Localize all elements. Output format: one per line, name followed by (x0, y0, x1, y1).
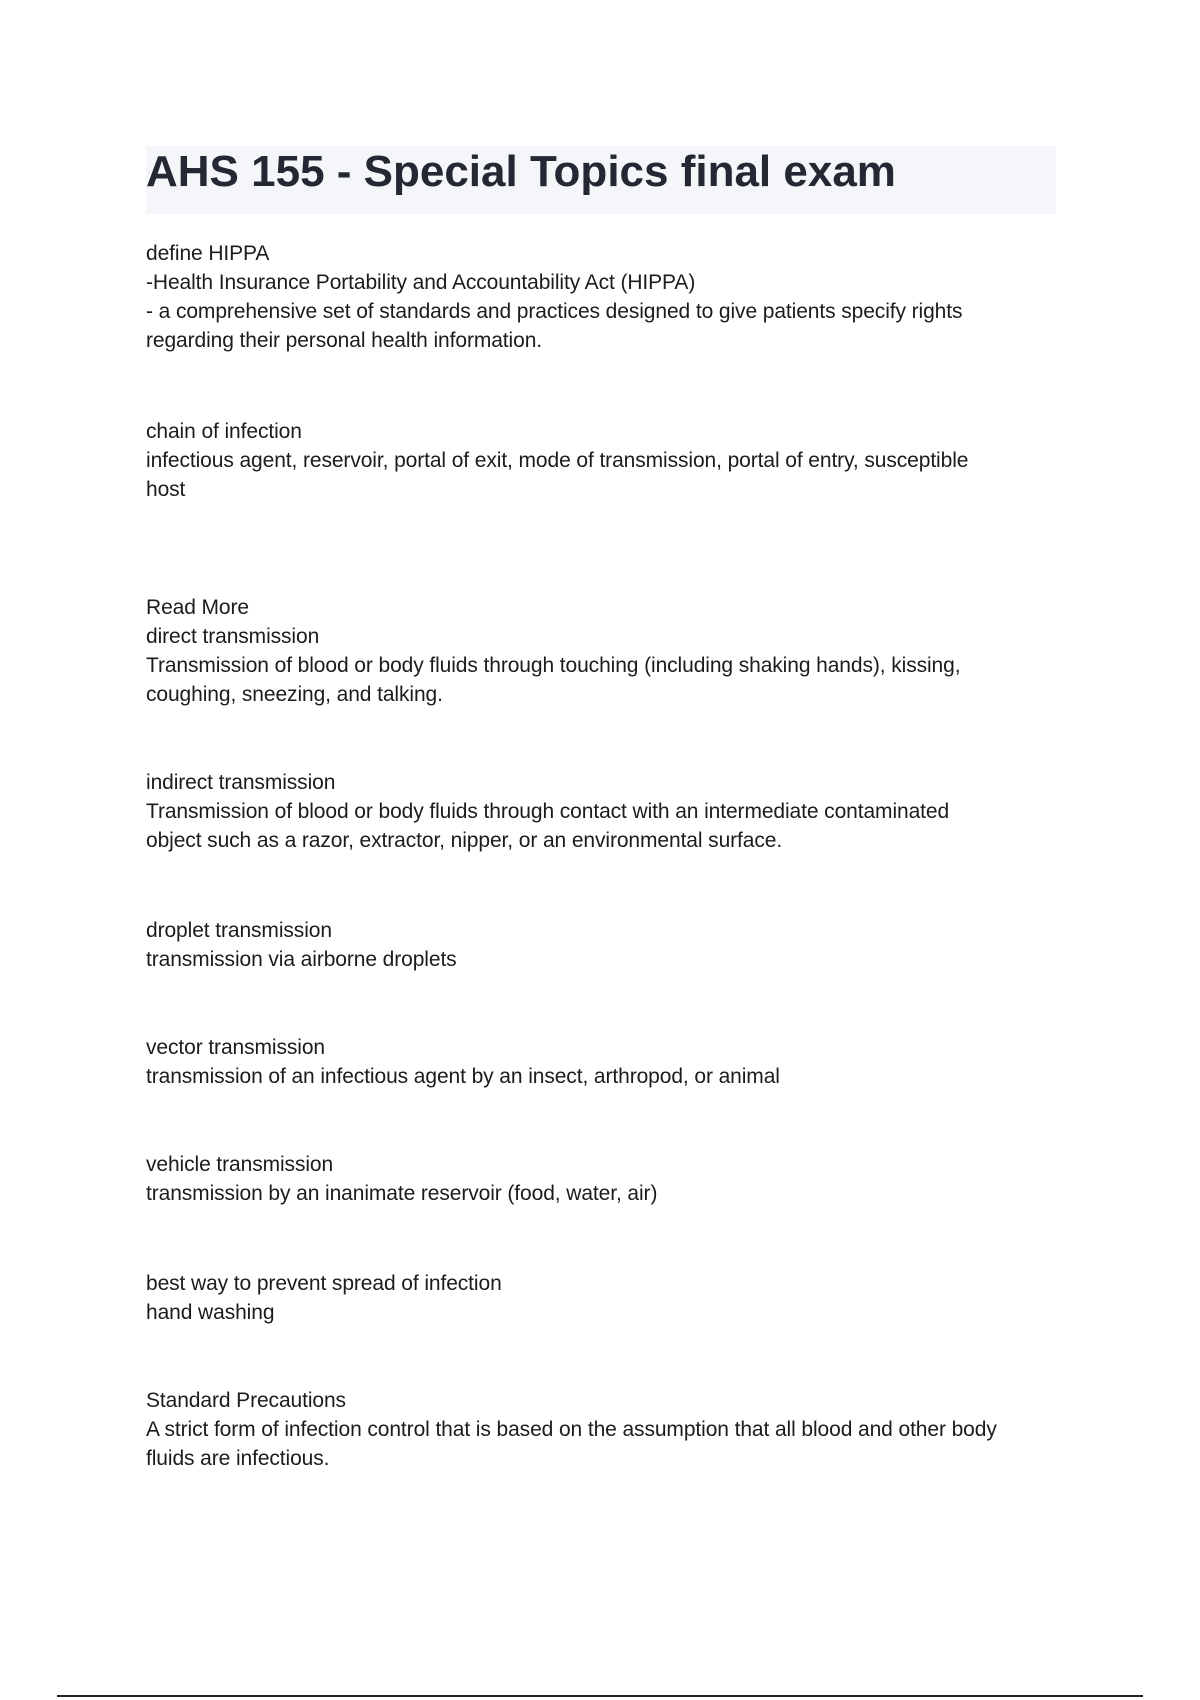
entry-definition-line: host (146, 478, 186, 501)
entry-chain-of-infection (146, 417, 1066, 504)
entry-definition-line: A strict form of infection control that is based on the assumption that all blood and other body (146, 1418, 997, 1441)
entry-term: droplet transmission (146, 919, 332, 942)
entry-term: direct transmission (146, 625, 320, 648)
entry-definition-line: Transmission of blood or body fluids through contact with an intermediate contaminated (146, 800, 950, 823)
title-banner (146, 146, 1056, 214)
entry-term: chain of infection (146, 420, 302, 443)
entry-term: vector transmission (146, 1036, 325, 1059)
entry-droplet-transmission (146, 916, 1066, 974)
entry-definition-line: transmission via airborne droplets (146, 948, 457, 971)
entry-vector-transmission (146, 1033, 1066, 1091)
entry-definition-line: hand washing (146, 1301, 275, 1324)
entry-term: indirect transmission (146, 771, 336, 794)
entry-definition-line: transmission by an inanimate reservoir (food, water, air) (146, 1182, 658, 1205)
page-bottom-divider (57, 1695, 1143, 1697)
entry-definition-line: coughing, sneezing, and talking. (146, 683, 443, 706)
entry-definition-line: infectious agent, reservoir, portal of exit, mode of transmission, portal of entry, susceptible (146, 449, 969, 472)
entry-hippa (146, 239, 1066, 355)
entry-term: Standard Precautions (146, 1389, 346, 1412)
entry-term: define HIPPA (146, 242, 270, 265)
entry-definition-line: fluids are infectious. (146, 1447, 330, 1470)
entry-term: vehicle transmission (146, 1153, 334, 1176)
read-more-label: Read More (146, 596, 249, 619)
entry-standard-precautions (146, 1386, 1066, 1473)
entry-prevent-spread (146, 1269, 1066, 1327)
page-title: AHS 155 - Special Topics final exam (146, 147, 896, 196)
entry-indirect-transmission (146, 768, 1066, 855)
entry-term: best way to prevent spread of infection (146, 1272, 502, 1295)
entry-definition-line: object such as a razor, extractor, nipper, or an environmental surface. (146, 829, 783, 852)
entry-definition-line: Transmission of blood or body fluids through touching (including shaking hands), kissing, (146, 654, 961, 677)
entry-definition-line: transmission of an infectious agent by an insect, arthropod, or animal (146, 1065, 780, 1088)
entry-vehicle-transmission (146, 1150, 1066, 1208)
entry-definition-line: -Health Insurance Portability and Accountability Act (HIPPA) (146, 271, 696, 294)
entry-direct-transmission (146, 593, 1066, 709)
entry-definition-line: regarding their personal health information. (146, 329, 543, 352)
entry-definition-line: - a comprehensive set of standards and practices designed to give patients specify rights (146, 300, 963, 323)
